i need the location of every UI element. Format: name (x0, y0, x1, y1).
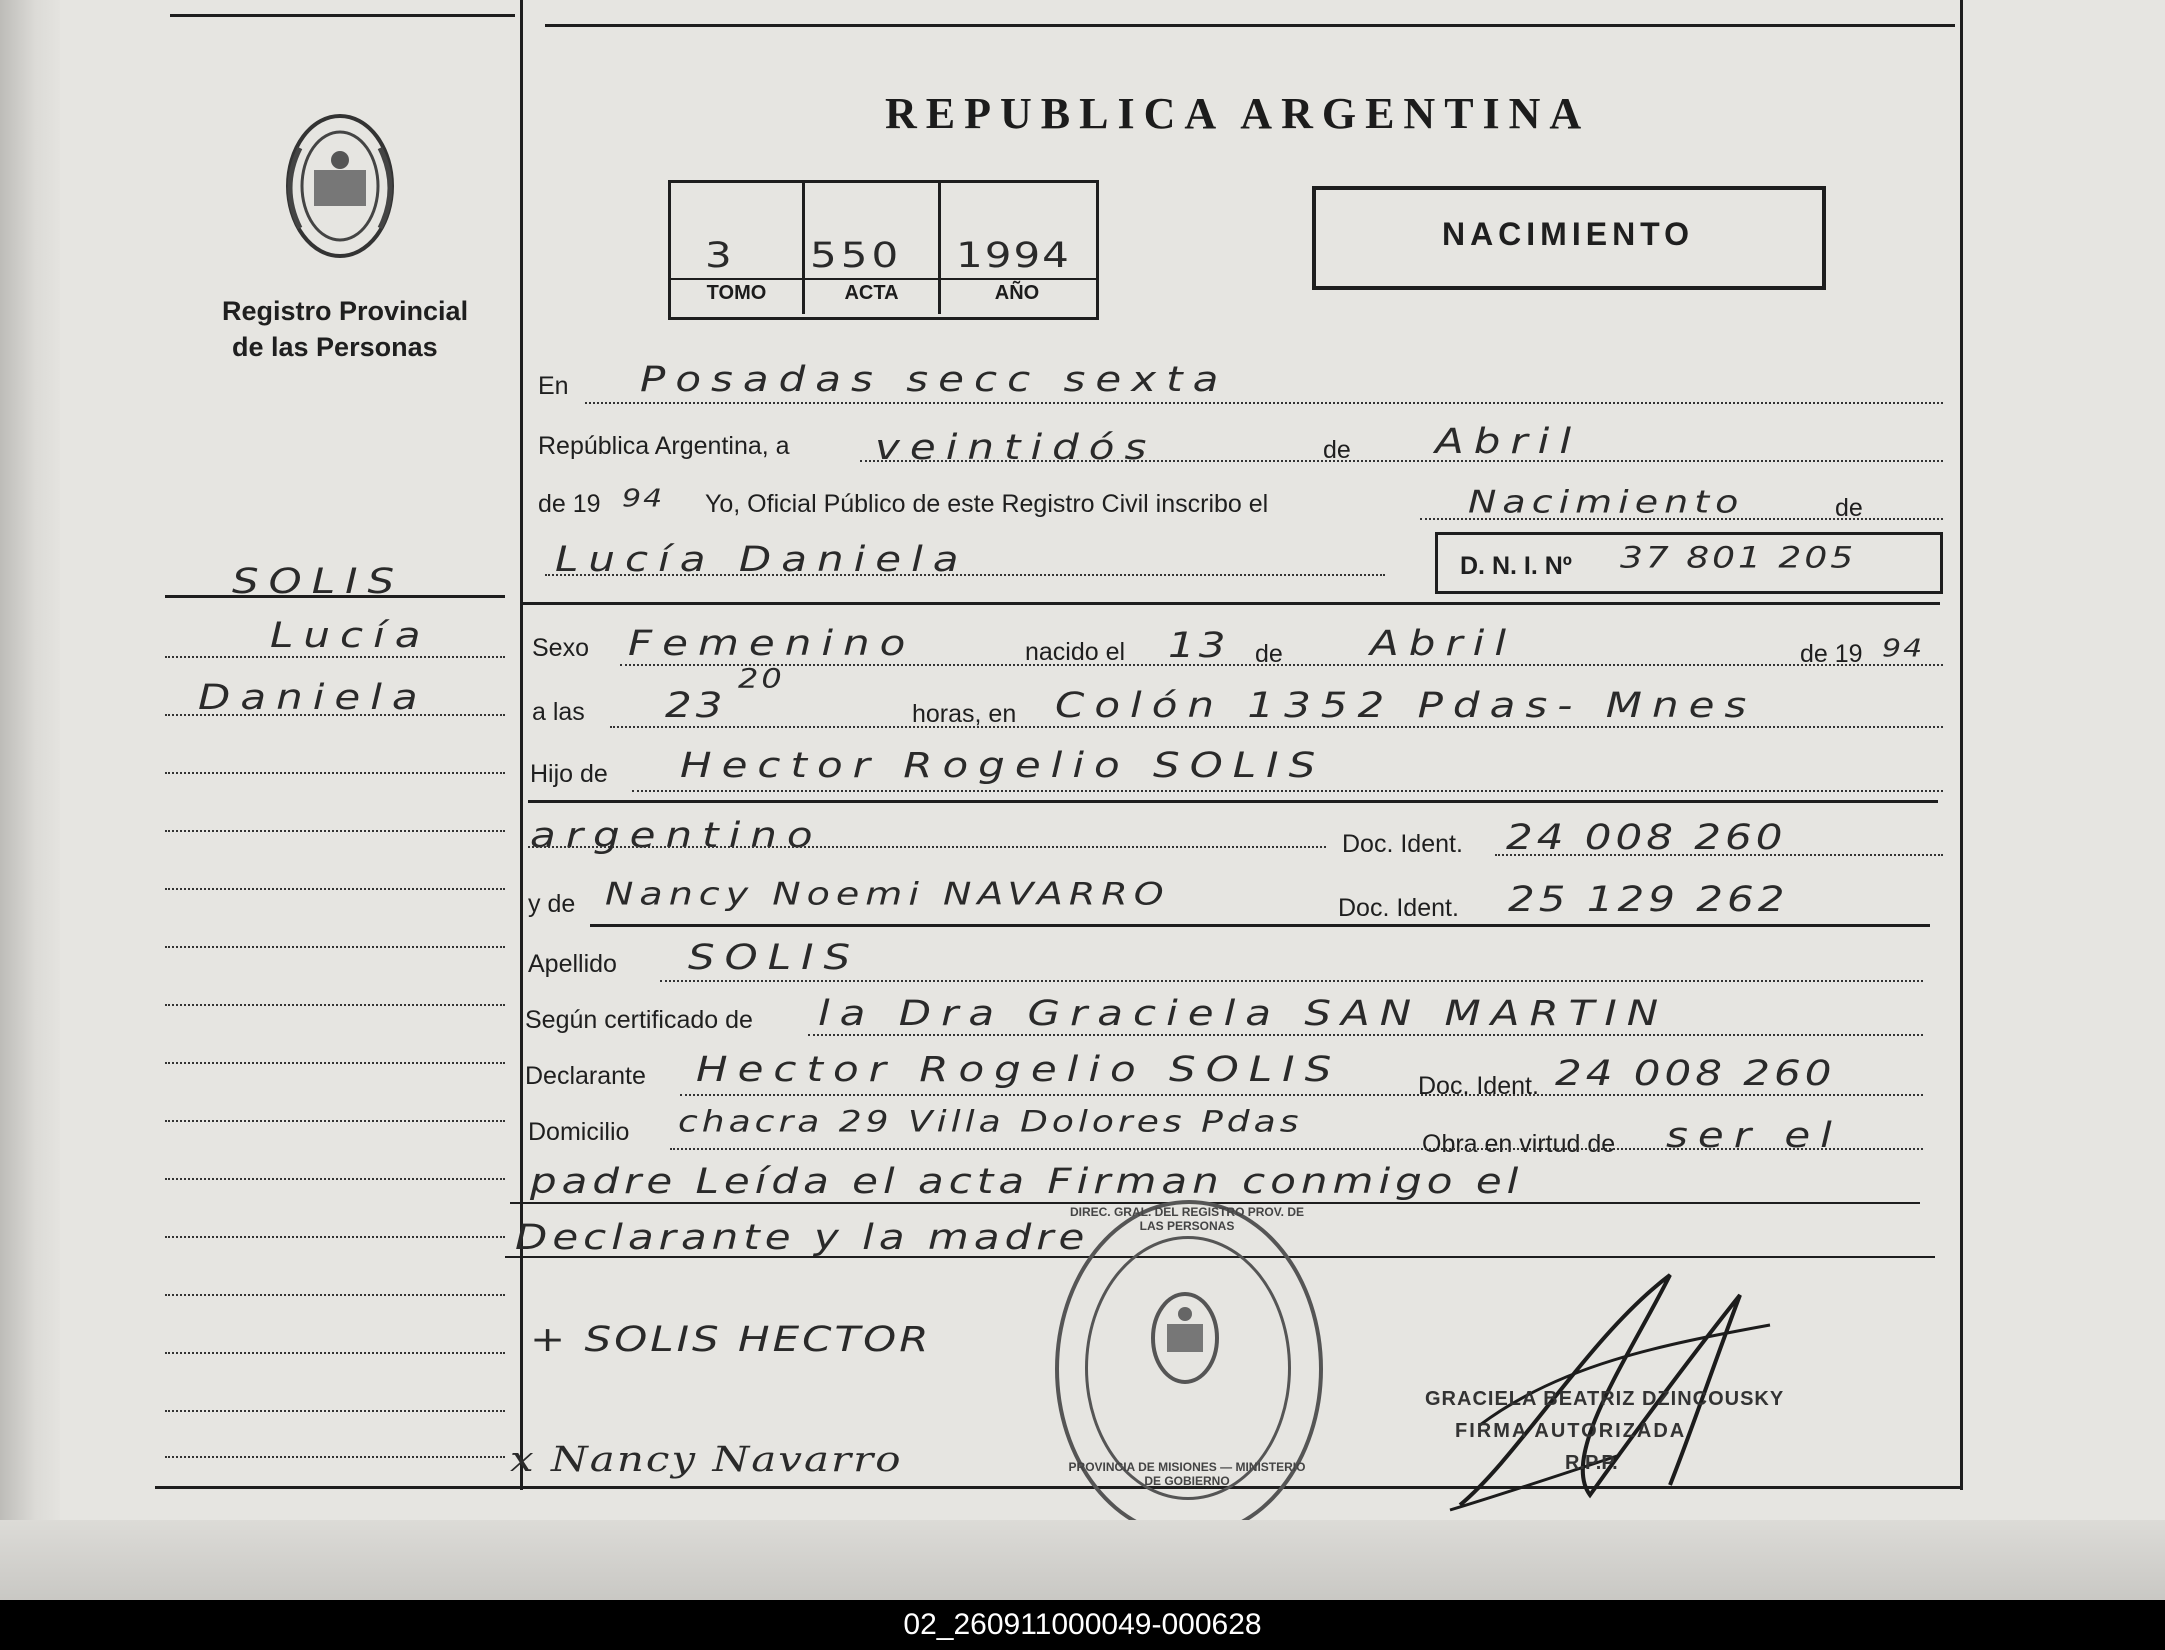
anio-value: 1994 (956, 234, 1071, 275)
record-type: NACIMIENTO (1441, 216, 1695, 252)
dotted-line (1420, 518, 1943, 520)
dni-value: 37 801 205 (1620, 541, 1857, 575)
domicilio-label: Domicilio (528, 1118, 630, 1146)
domicilio-value: chacra 29 Villa Dolores Pdas (678, 1105, 1303, 1139)
birth-year-prefix: de 19 (1800, 640, 1863, 668)
acta-value: 550 (810, 234, 903, 275)
official-org: R.P.P. (1565, 1452, 1618, 1474)
sexo-label: Sexo (532, 634, 589, 662)
margin-dotted-line (165, 888, 505, 890)
column-divider (520, 0, 523, 1490)
section-rule (528, 800, 1938, 803)
doc-label: Doc. Ident. (1342, 830, 1463, 858)
registry-name-line2: de las Personas (232, 332, 438, 362)
birth-month: Abril (1370, 622, 1516, 663)
alas-label: a las (532, 698, 585, 726)
father-doc: 24 008 260 (1506, 816, 1787, 857)
margin-dotted-line (165, 1410, 505, 1412)
mother-doc: 25 129 262 (1508, 878, 1789, 919)
section-rule (520, 602, 1940, 605)
margin-dotted-line (165, 1004, 505, 1006)
dotted-line (680, 1094, 1923, 1096)
declarante-value: Hector Rogelio SOLIS (696, 1048, 1342, 1089)
stamp-seal-icon (1145, 1290, 1225, 1386)
doc-label-2: Doc. Ident. (1338, 894, 1459, 922)
top-rule-right (545, 24, 1955, 27)
page-fold (0, 0, 60, 1600)
margin-dotted-line (165, 1120, 505, 1122)
apellido-value: SOLIS (688, 936, 861, 977)
year-suffix: 94 (622, 484, 665, 513)
stamp-outer-text: DIREC. GRAL. DEL REGISTRO PROV. DE LAS PERSONAS (1069, 1205, 1305, 1233)
section-rule (590, 924, 1930, 927)
act-value: Nacimiento (1468, 483, 1745, 520)
dotted-line (528, 846, 1326, 848)
obra-value: ser el (1666, 1114, 1842, 1155)
margin-dotted-line (165, 772, 505, 774)
child-name: Lucía Daniela (555, 538, 969, 579)
signature-mother: x Nancy Navarro (510, 1438, 903, 1479)
margin-surname: SOLIS (232, 560, 405, 601)
dotted-line (660, 980, 1923, 982)
minutes-value: 20 (738, 662, 785, 694)
de-label: de (1323, 436, 1351, 464)
dotted-line (860, 460, 1943, 462)
yde-label: y de (528, 890, 576, 918)
birth-year-suffix: 94 (1882, 634, 1925, 663)
signature-father: + SOLIS HECTOR (530, 1318, 932, 1359)
margin-dotted-line (165, 1178, 505, 1180)
declarante-label: Declarante (525, 1062, 646, 1090)
tomo-value: 3 (705, 234, 742, 275)
dotted-line (1495, 854, 1943, 856)
declarante-doc: 24 008 260 (1555, 1052, 1836, 1093)
month-value: Abril (1435, 420, 1581, 461)
dotted-line (545, 574, 1385, 576)
nacido-label: nacido el (1025, 638, 1126, 666)
father-nationality: argentino (530, 814, 823, 855)
province-seal-icon (270, 108, 410, 268)
tomo-label: TOMO (706, 282, 767, 304)
de-label-2: de (1835, 494, 1863, 522)
margin-name1: Lucía (270, 614, 431, 655)
de-label-3: de (1255, 640, 1283, 668)
margin-dotted-line (165, 1236, 505, 1238)
margin-dotted-line (165, 1062, 505, 1064)
place-value: Colón 1352 Pdas- Mnes (1055, 684, 1757, 725)
horas-label: horas, en (912, 700, 1017, 728)
day-value: veintidós (875, 426, 1157, 467)
top-rule-left (170, 14, 515, 17)
margin-bottom-rule (155, 1486, 520, 1489)
margin-dotted-line (165, 1294, 505, 1296)
dotted-line (632, 790, 1943, 792)
official-name: GRACIELA BEATRIZ DZINCOUSKY (1425, 1388, 1785, 1410)
mother-value: Nancy Noemi NAVARRO (605, 875, 1170, 912)
doc-label-3: Doc. Ident. (1418, 1072, 1539, 1100)
dotted-line (585, 402, 1943, 404)
official-title: FIRMA AUTORIZADA (1455, 1420, 1687, 1442)
notes-line1: padre Leída el acta Firman conmigo el (530, 1160, 1524, 1201)
official-label: Yo, Oficial Público de este Registro Civil inscribo el (705, 490, 1269, 518)
dotted-line (620, 664, 1943, 666)
apellido-label: Apellido (528, 950, 617, 978)
year-prefix: de 19 (538, 490, 601, 518)
hour-value: 23 (665, 684, 727, 725)
margin-dotted-line (165, 830, 505, 832)
country-title: REPUBLICA ARGENTINA (885, 89, 1591, 138)
birth-day: 13 (1168, 624, 1230, 665)
father-value: Hector Rogelio SOLIS (680, 744, 1326, 785)
margin-dotted-line (165, 1456, 505, 1458)
obra-label: Obra en virtud de (1422, 1130, 1616, 1158)
registry-name-line1: Registro Provincial (222, 296, 469, 326)
margin-dotted-line (165, 946, 505, 948)
margin-dotted-line (165, 1352, 505, 1354)
anio-label: AÑO (994, 282, 1040, 304)
certificado-value: la Dra Graciela SAN MARTIN (818, 992, 1669, 1033)
sexo-value: Femenino (628, 622, 916, 663)
right-border (1960, 0, 1963, 1490)
en-label: En (538, 372, 569, 400)
margin-dotted-line (165, 714, 505, 716)
notes-line2: Declarante y la madre (515, 1216, 1090, 1257)
hijo-label: Hijo de (530, 760, 608, 788)
margin-dotted-line (165, 656, 505, 658)
image-code: 02_260911000049-000628 (0, 1600, 2165, 1650)
margin-name2: Daniela (198, 676, 428, 717)
page-bottom-edge (0, 1520, 2165, 1600)
table-label-rule (668, 278, 1096, 280)
dotted-line (670, 1148, 1923, 1150)
acta-label: ACTA (844, 282, 899, 304)
en-value: Posadas secc sexta (640, 358, 1229, 399)
dni-label: D. N. I. Nº (1460, 552, 1572, 580)
stamp-inner-text: PROVINCIA DE MISIONES — MINISTERIO DE GOBIERNO (1068, 1460, 1306, 1488)
dotted-line (808, 1034, 1923, 1036)
rep-label: República Argentina, a (538, 432, 790, 460)
margin-rule (165, 595, 505, 598)
dotted-line (610, 726, 1943, 728)
segun-label: Según certificado de (525, 1006, 753, 1034)
